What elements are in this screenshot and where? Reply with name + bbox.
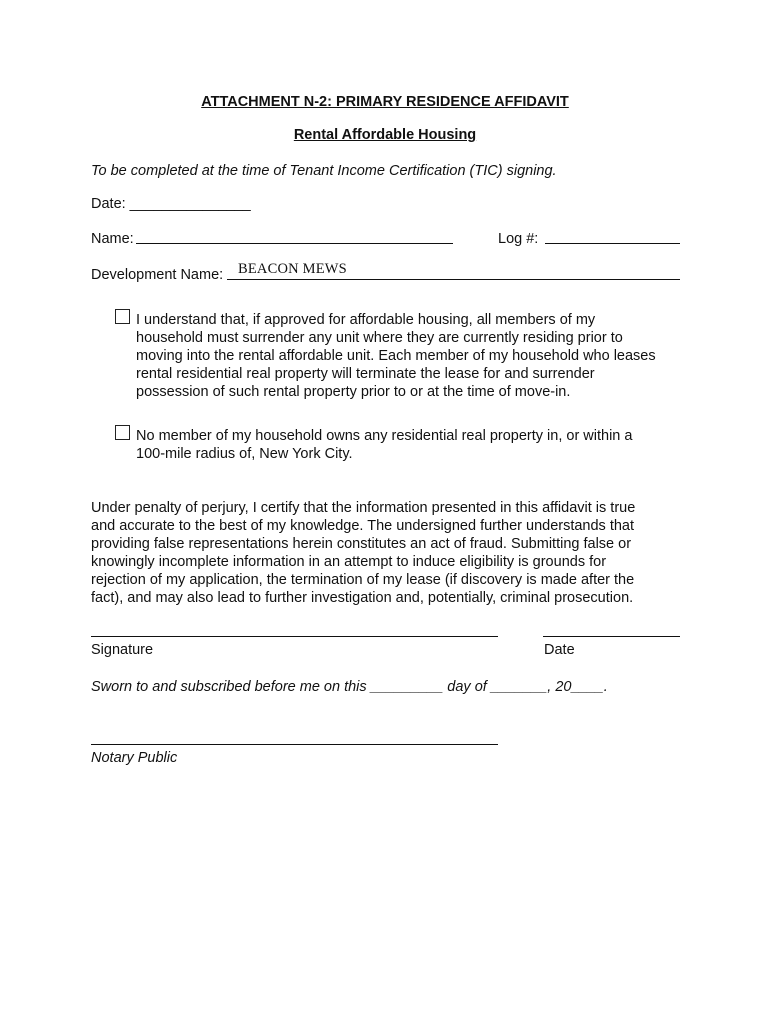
no-property-checkbox[interactable] [115,425,130,440]
penalty-line: rejection of my application, the termination of my lease (if discovery is made after the [91,572,635,588]
document-title: ATTACHMENT N-2: PRIMARY RESIDENCE AFFIDAVIT [201,94,569,110]
penalty-line: and accurate to the best of my knowledge. The undersigned further understands that [91,518,635,534]
checkbox-1-line: household must surrender any unit where they are currently residing prior to [136,330,623,346]
name-field-label: Name: [91,231,134,247]
log-field-label: Log #: [498,231,539,247]
checkbox-1-line: I understand that, if approved for affordable housing, all members of my [136,312,596,328]
signature-date-label: Date [544,642,575,658]
checkbox-1-line: possession of such rental property prior to or at the time of move-in. [136,384,571,400]
signature-line[interactable] [91,636,498,637]
checkbox-2-line: 100-mile radius of, New York City. [136,446,353,462]
checkbox-1-line: rental residential real property will terminate the lease for and surrender [136,366,595,382]
document-subtitle: Rental Affordable Housing [293,127,477,143]
signature-label: Signature [91,642,154,658]
notary-signature-line[interactable] [91,744,498,745]
instruction-text: To be completed at the time of Tenant Income Certification (TIC) signing. [91,163,557,179]
penalty-paragraph [91,499,691,607]
signature-date-line[interactable] [543,636,680,637]
penalty-line: providing false representations herein constitutes an act of fraud. Submitting false or [91,536,632,552]
penalty-line: knowingly incomplete information in an attempt to induce eligibility is grounds for [91,554,607,570]
checkbox-2-line: No member of my household owns any residential real property in, or within a [136,428,633,444]
log-field-line[interactable] [545,243,680,244]
penalty-line: Under penalty of perjury, I certify that the information presented in this affidavit is true [91,500,636,516]
development-field-line [227,279,680,280]
development-field-label: Development Name: [91,267,224,283]
name-field-line[interactable] [136,243,453,244]
notary-label: Notary Public [91,750,178,766]
checkbox-1-text [136,311,696,401]
checkbox-2-text [136,427,696,463]
checkbox-1-line: moving into the rental affordable unit. Each member of my household who leases [136,348,656,364]
date-field-label: Date: _______________ [91,196,251,212]
surrender-unit-checkbox[interactable] [115,309,130,324]
penalty-line: fact), and may also lead to further investigation and, potentially, criminal prosecution. [91,590,634,606]
development-field-value[interactable]: BEACON MEWS [238,261,347,277]
sworn-statement: Sworn to and subscribed before me on this _________ day of _______, 20____. [91,679,608,695]
